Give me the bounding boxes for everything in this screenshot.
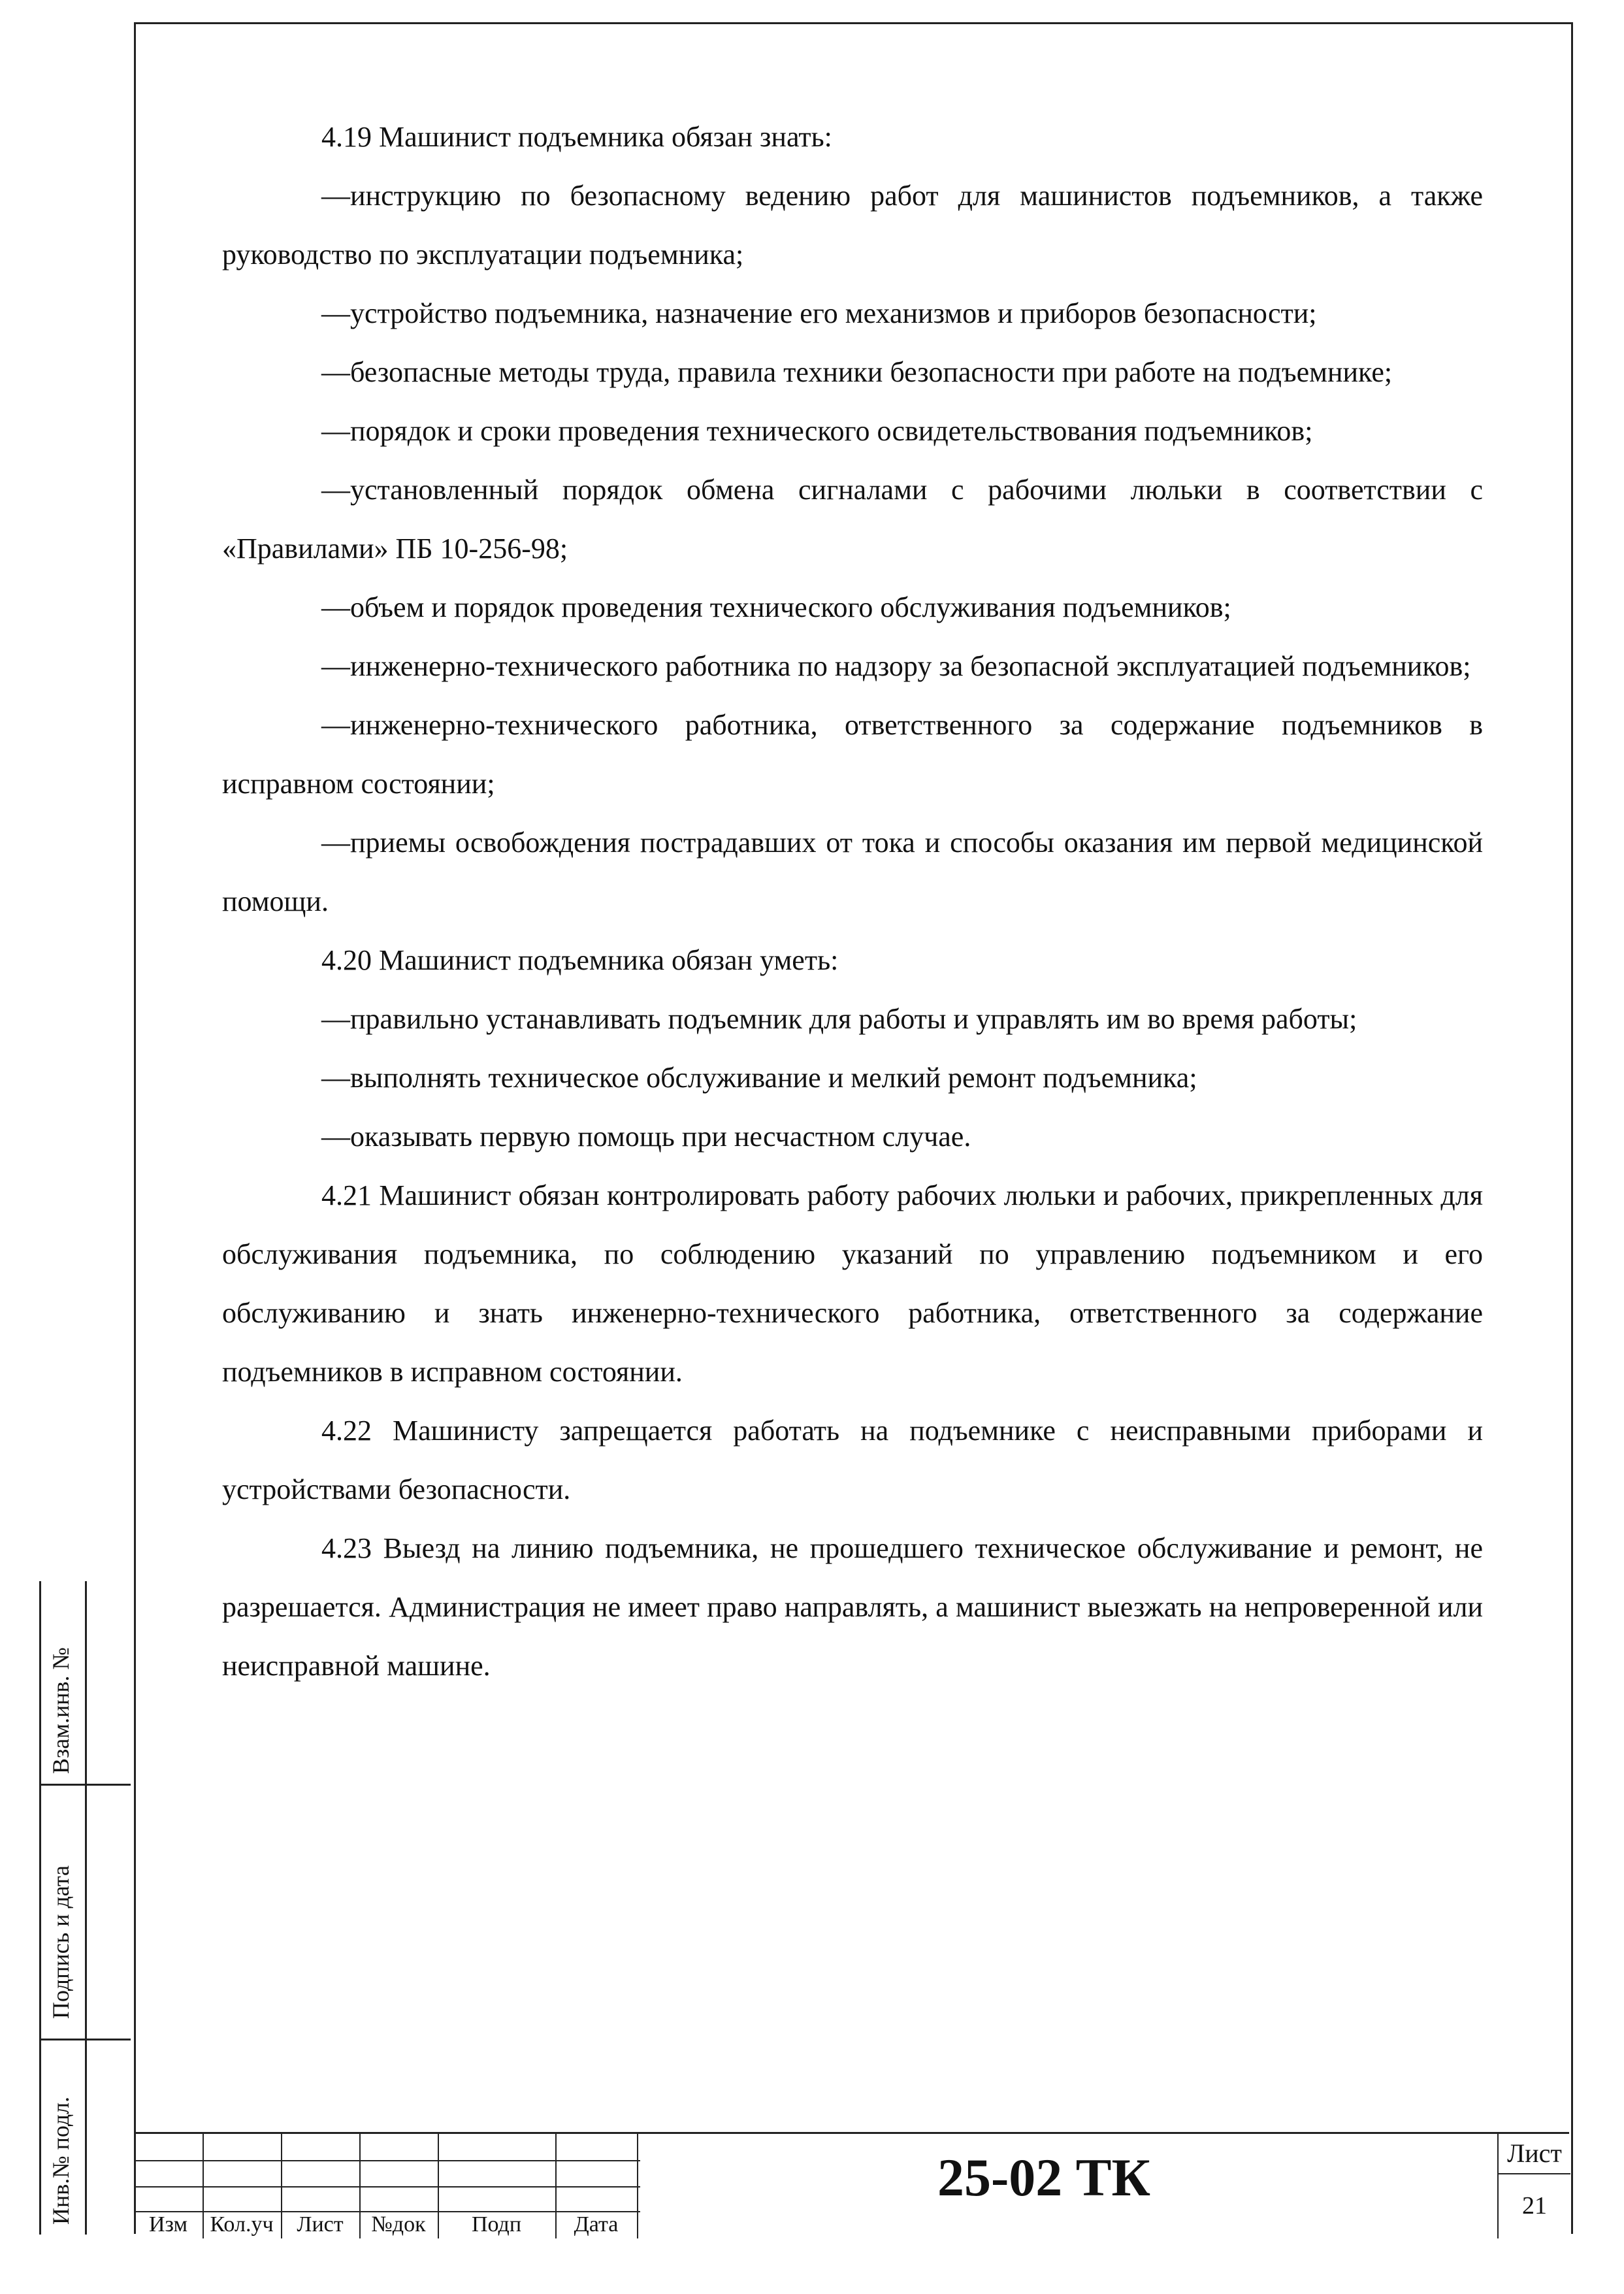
- list-item: —оказывать первую помощь при несчастном случае.: [321, 1121, 971, 1153]
- paragraph-4-23: 4.23 Выезд на линию подъемника, не прошедшего техническое обслуживание и ремонт, не разрешается. Администрация не имеет право направлять, а машинист выезжать на непроверенной или неисправной машине.: [222, 1532, 1483, 1682]
- paragraph-4-21: 4.21 Машинист обязан контролировать работу рабочих люльки и рабочих, прикрепленных для обслуживания подъемника, по соблюдению указаний по управлению подъемником и его обслуживанию и знать инженерно-технического работника, ответственного за содержание подъемников в исправном состоянии.: [222, 1179, 1483, 1388]
- side-line: [39, 1784, 131, 1786]
- sheet-box: [1497, 2134, 1570, 2238]
- col-label-kol-uch: Кол.уч: [210, 2212, 274, 2237]
- left-margin-block: [39, 1581, 131, 2235]
- side-line: [85, 1581, 87, 2235]
- col-label-izm: Изм: [148, 2212, 188, 2237]
- paragraph-4-22: 4.22 Машинисту запрещается работать на подъемнике с неисправными приборами и устройствами безопасности.: [222, 1415, 1483, 1505]
- list-item: —правильно устанавливать подъемник для работы и управлять им во время работы;: [321, 1003, 1357, 1035]
- label-inv-podl: Инв.№ подл.: [48, 2096, 74, 2225]
- label-vzam-inv: Взам.инв. №: [48, 1647, 74, 1774]
- list-item: —инструкцию по безопасному ведению работ для машинистов подъемников, а также руководство по эксплуатации подъемника;: [222, 180, 1483, 270]
- paragraph-4-20: 4.20 Машинист подъемника обязан уметь:: [321, 944, 839, 976]
- list-item: —приемы освобождения пострадавших от тока и способы оказания им первой медицинской помощи.: [222, 827, 1483, 917]
- document-body: [222, 108, 1483, 1696]
- list-item: —инженерно-технического работника, ответственного за содержание подъемников в исправном состоянии;: [222, 709, 1483, 800]
- sheet-number: 21: [1522, 2192, 1547, 2220]
- col-label-data: Дата: [574, 2212, 619, 2237]
- list-item: —объем и порядок проведения технического обслуживания подъемников;: [321, 591, 1231, 623]
- side-line: [39, 2039, 131, 2040]
- side-line: [39, 1581, 41, 2235]
- revision-grid: [134, 2134, 640, 2238]
- document-code: 25-02 ТК: [937, 2148, 1150, 2207]
- list-item: —безопасные методы труда, правила техники безопасности при работе на подъемнике;: [321, 356, 1393, 388]
- col-label-ndok: №док: [371, 2212, 426, 2237]
- sheet-label: Лист: [1499, 2134, 1570, 2174]
- list-item: —инженерно-технического работника по надзору за безопасной эксплуатацией подъемников;: [321, 650, 1471, 682]
- col-label-list: Лист: [297, 2212, 344, 2237]
- list-item: —устройство подъемника, назначение его механизмов и приборов безопасности;: [321, 297, 1317, 329]
- list-item: —выполнять техническое обслуживание и мелкий ремонт подъемника;: [321, 1062, 1197, 1094]
- label-podpis-data: Подпись и дата: [48, 1865, 74, 2019]
- paragraph-4-19: 4.19 Машинист подъемника обязан знать:: [321, 121, 832, 153]
- grid-row-line: [134, 2186, 640, 2187]
- grid-row-line: [134, 2160, 640, 2161]
- grid-col-line: [637, 2134, 638, 2238]
- list-item: —установленный порядок обмена сигналами с рабочими люльки в соответствии с «Правилами» ПБ 10-256-98;: [222, 474, 1483, 565]
- list-item: —порядок и сроки проведения технического освидетельствования подъемников;: [321, 415, 1313, 447]
- col-label-podp: Подп: [471, 2212, 522, 2237]
- title-block: [134, 2132, 1569, 2238]
